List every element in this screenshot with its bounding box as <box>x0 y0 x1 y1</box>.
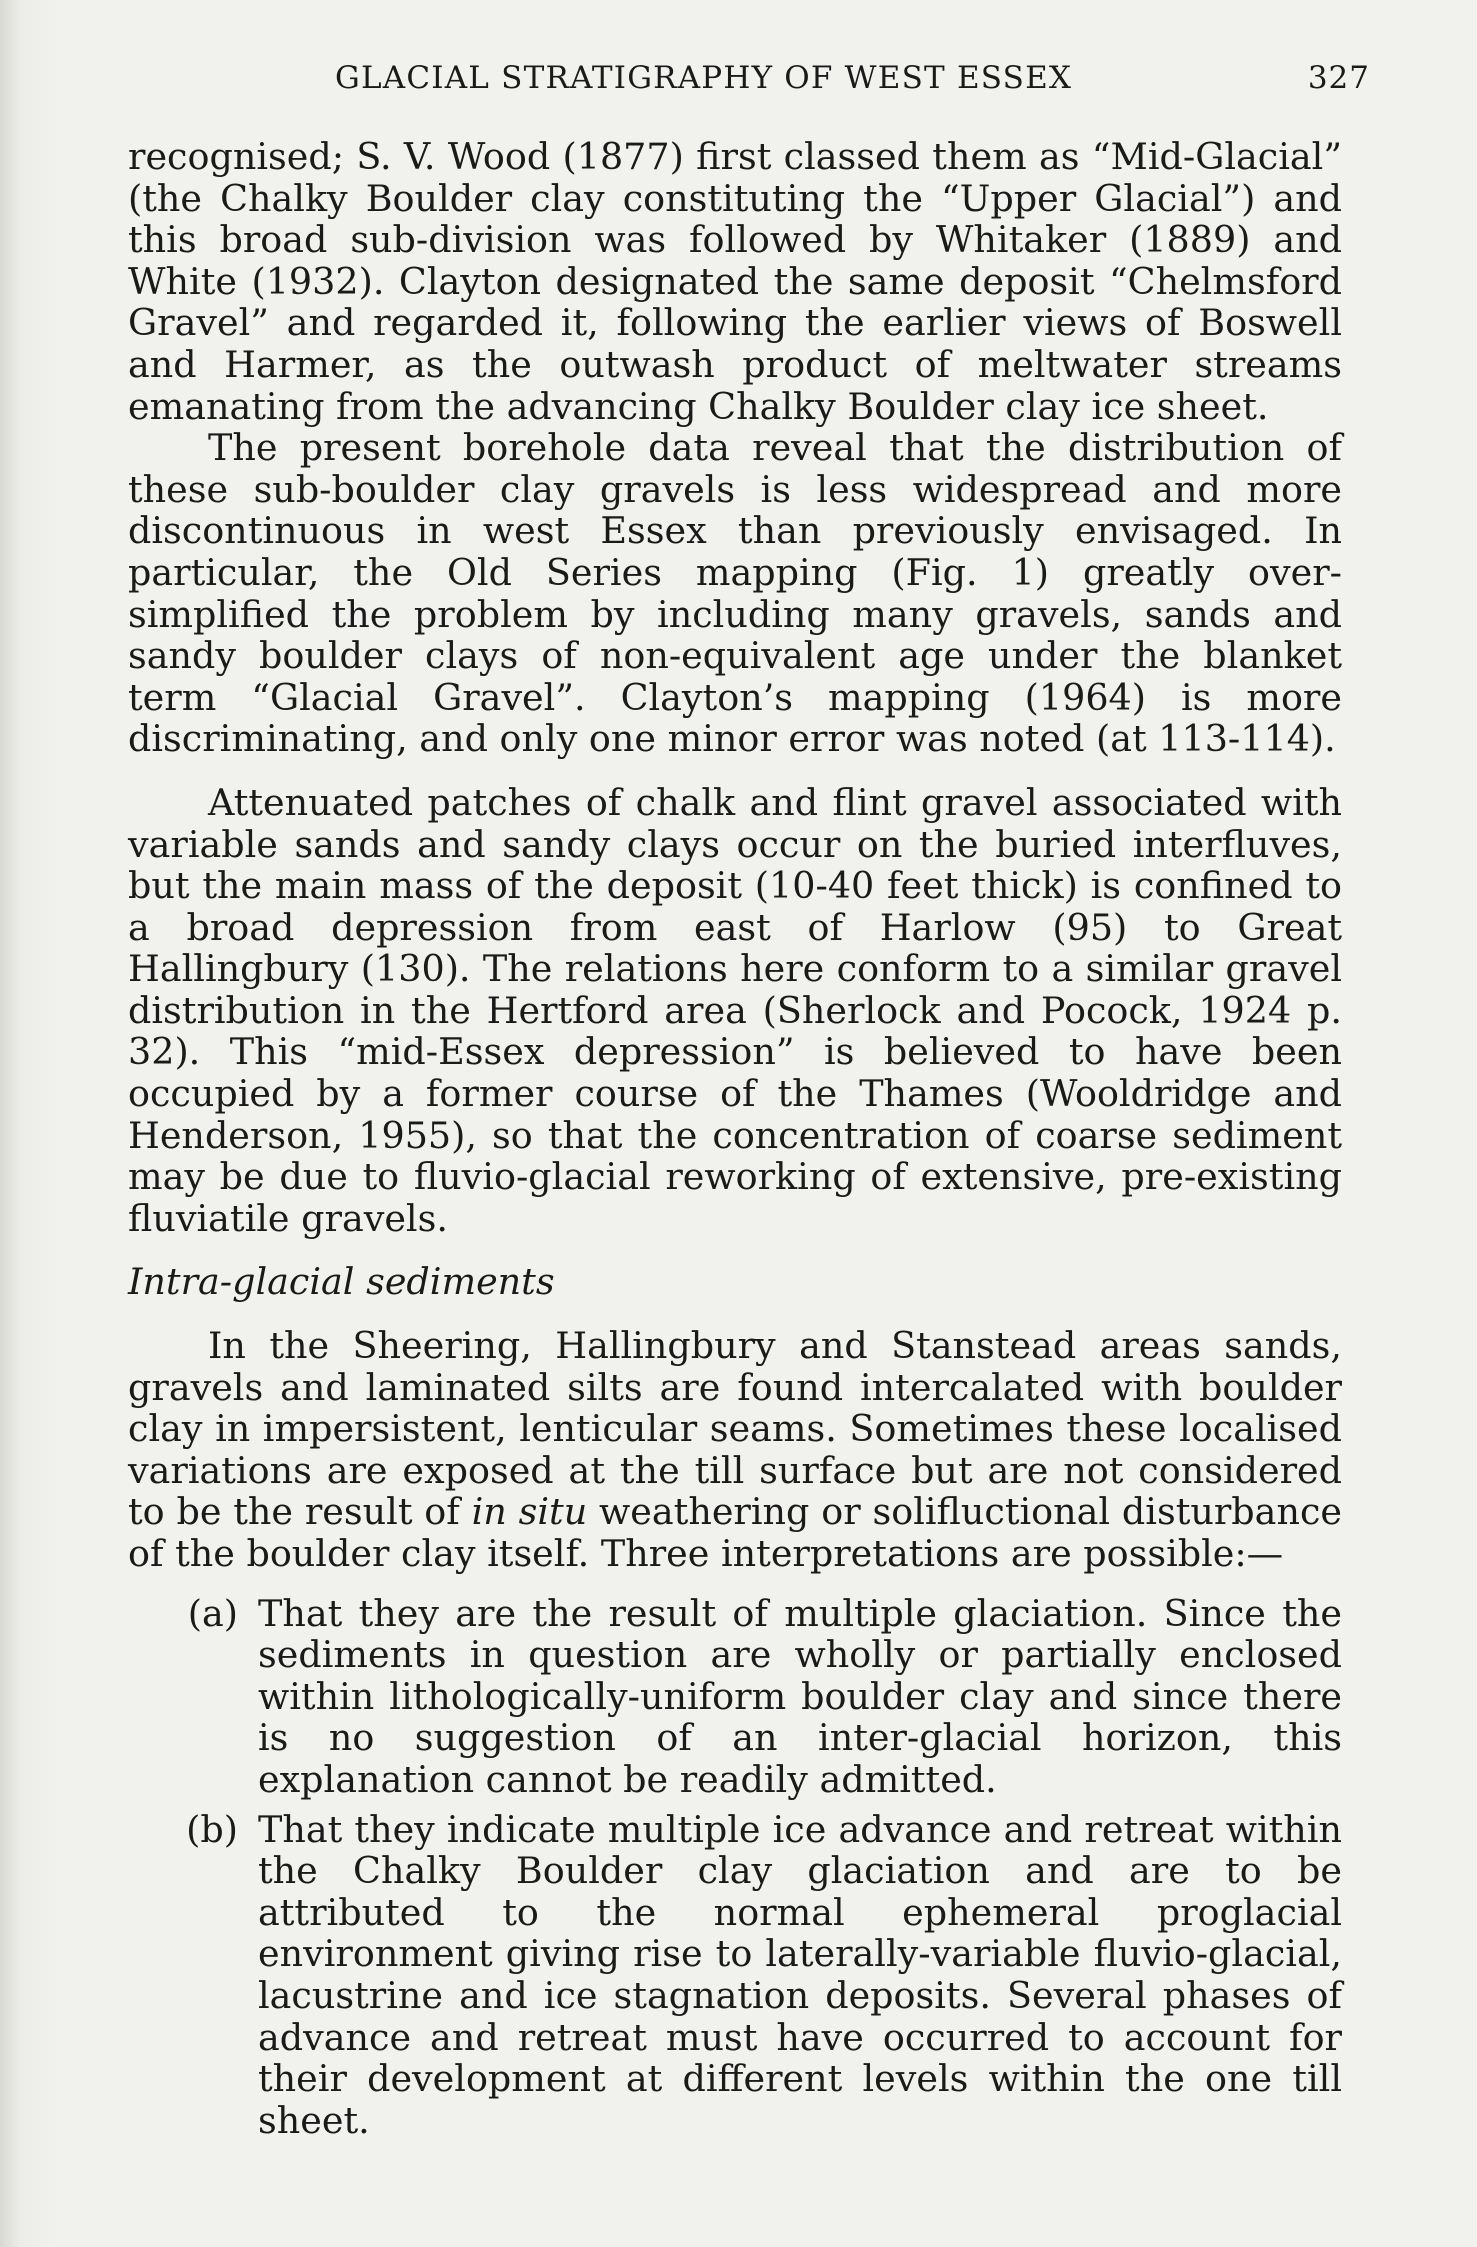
running-title: GLACIAL STRATIGRAPHY OF WEST ESSEX <box>335 60 1073 96</box>
list-marker: (b) <box>186 1807 238 1851</box>
paragraph-3: Attenuated patches of chalk and flint gravel associated with variable sands and sandy clays occur on the buried interfluves, but the main mass of the deposit (10-40 feet thick) is confined to a broad depression from east of Harlow (95) to Great Hallingbury (130). The relations here conform to a similar gravel distribution in the Hertford area (Sherlock and Pocock, 1924 p. 32). This “mid-Essex depression” is believed to have been occupied by a former course of the Thames (Wooldridge and Henderson, 1955), so that the concentration of coarse sediment may be due to fluvio-glacial reworking of extensive, pre-existing fluviatile gravels. <box>128 780 1342 1240</box>
list-marker: (a) <box>187 1591 238 1635</box>
paragraph-4 <box>128 1325 1342 1575</box>
paragraph-4-part-2: weathering or solifluctional disturbance of the boulder clay itself. Three interpretations are possible:— <box>128 1490 1342 1575</box>
list-item-b <box>128 1809 1342 2142</box>
paragraph-4-part-1: In the Sheering, Hallingbury and Stanstead areas sands, gravels and laminated silts are found intercalated with boulder clay in impersistent, lenticular seams. Sometimes these localised variations are exposed at the till surface but are not considered to be the result of <box>128 1324 1342 1534</box>
page-number: 327 <box>1307 60 1370 96</box>
list-item-a <box>128 1593 1342 1801</box>
body-text <box>128 136 1342 2141</box>
paragraph-1: recognised; S. V. Wood (1877) first classed them as “Mid-Glacial” (the Chalky Boulder clay constituting the “Upper Glacial”) and this broad sub-division was followed by Whitaker (1889) and White (1932). Clayton designated the same deposit “Chelmsford Gravel” and regarded it, following the earlier views of Boswell and Harmer, as the outwash product of meltwater streams emanating from the advancing Chalky Boulder clay ice sheet. <box>128 135 1342 428</box>
paragraph-4-italic: in situ <box>471 1490 588 1534</box>
list-item-text: That they are the result of multiple glaciation. Since the sediments in question are wholly or partially enclosed within lithologically-uniform boulder clay and since there is no suggestion of an inter-glacial horizon, this explanation cannot be readily admitted. <box>258 1591 1342 1801</box>
paragraph-2: The present borehole data reveal that the distribution of these sub-boulder clay gravels is less widespread and more discontinuous in west Essex than previously envisaged. In particular, the Old Series mapping (Fig. 1) greatly over-simplified the problem by including many gravels, sands and sandy boulder clays of non-equivalent age under the blanket term “Glacial Gravel”. Clayton’s mapping (1964) is more discriminating, and only one minor error was noted (at 113-114). <box>128 426 1342 761</box>
list-item-text: That they indicate multiple ice advance and retreat within the Chalky Boulder clay glaciation and are to be attributed to the normal ephemeral proglacial environment giving rise to laterally-variable fluvio-glacial, lacustrine and ice stagnation deposits. Several phases of advance and retreat must have occurred to account for their development at different levels within the one till sheet. <box>258 1807 1342 2142</box>
section-heading: Intra-glacial sediments <box>128 1260 555 1304</box>
running-header <box>335 60 1370 96</box>
